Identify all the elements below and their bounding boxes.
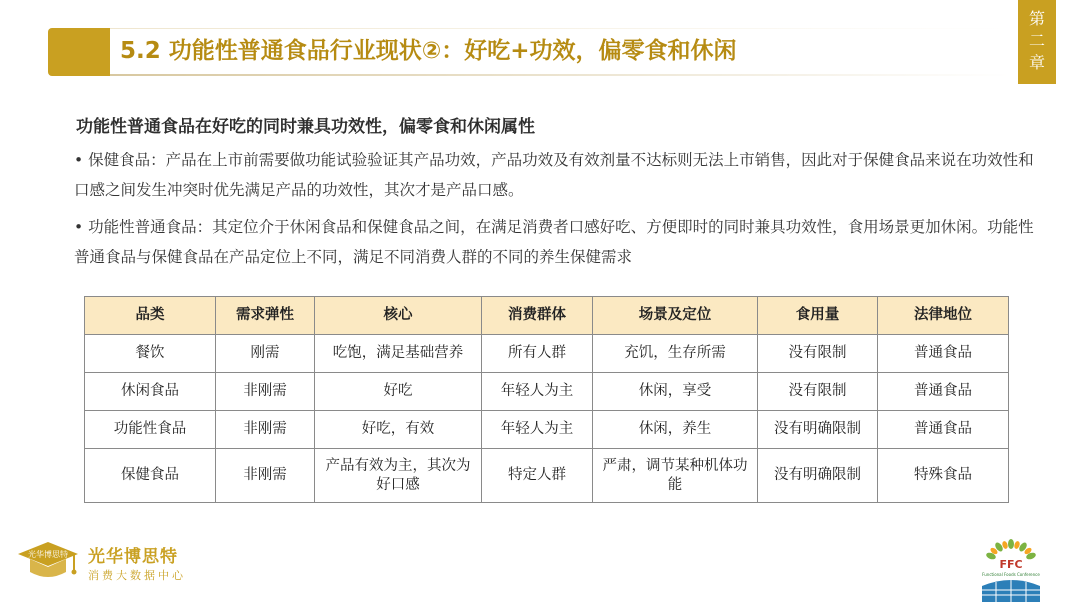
ffc-logo-icon (976, 538, 1046, 604)
table-cell: 充饥，生存所需 (593, 335, 758, 373)
comparison-table (84, 296, 1009, 503)
table-cell: 年轻人为主 (482, 411, 593, 449)
slide-title-bar (48, 22, 1008, 78)
table-cell: 刚需 (216, 335, 315, 373)
column-header: 核心 (315, 297, 482, 335)
table-cell: 非刚需 (216, 411, 315, 449)
table-cell: 功能性食品 (85, 411, 216, 449)
column-header: 品类 (85, 297, 216, 335)
table-cell: 年轻人为主 (482, 373, 593, 411)
table-cell: 特殊食品 (878, 449, 1009, 503)
chapter-char: 二 (1028, 31, 1045, 50)
table-cell: 好吃，有效 (315, 411, 482, 449)
column-header: 消费群体 (482, 297, 593, 335)
table-cell: 特定人群 (482, 449, 593, 503)
ffc-logo-subtext: Functional Foods Conference (982, 572, 1040, 577)
column-header: 场景及定位 (593, 297, 758, 335)
table-cell: 吃饱，满足基础营养 (315, 335, 482, 373)
section-subtitle: 功能性普通食品在好吃的同时兼具功效性，偏零食和休闲属性 (76, 117, 535, 137)
title-accent-block (48, 28, 110, 76)
chapter-tab (1018, 0, 1056, 84)
column-header: 法律地位 (878, 297, 1009, 335)
graduation-cap-emblem-icon (16, 540, 80, 586)
table-cell: 好吃 (315, 373, 482, 411)
table-cell: 普通食品 (878, 335, 1009, 373)
chapter-char: 第 (1028, 9, 1045, 28)
title-bottom-divider (110, 74, 1010, 76)
table-cell: 所有人群 (482, 335, 593, 373)
brand-subtitle: 消费大数据中心 (88, 569, 186, 582)
table-cell: 没有限制 (758, 335, 878, 373)
emblem-text: 光华博思特 (28, 550, 68, 559)
brand-logo (16, 538, 206, 588)
table-header-row (85, 297, 1009, 335)
table-cell: 休闲，享受 (593, 373, 758, 411)
table-cell: 休闲，养生 (593, 411, 758, 449)
table-cell: 没有明确限制 (758, 411, 878, 449)
table-cell: 保健食品 (85, 449, 216, 503)
table-cell: 休闲食品 (85, 373, 216, 411)
column-header: 需求弹性 (216, 297, 315, 335)
table-cell: 餐饮 (85, 335, 216, 373)
column-header: 食用量 (758, 297, 878, 335)
bullet-health-food: • 保健食品：产品在上市前需要做功能试验验证其产品功效，产品功效及有效剂量不达标则无法上市销售，因此对于保健食品来说在功效性和口感之间发生冲突时优先满足产品的功效性，其次才是产品口感。 (74, 151, 1034, 199)
table-cell: 严肃，调节某种机体功能 (593, 449, 758, 503)
table-cell: 普通食品 (878, 373, 1009, 411)
table-cell: 没有限制 (758, 373, 878, 411)
bullet-functional-food: • 功能性普通食品：其定位介于休闲食品和保健食品之间，在满足消费者口感好吃、方便即时的同时兼具功效性，食用场景更加休闲。功能性普通食品与保健食品在产品定位上不同，满足不同消费人群的不同的养生保健需求 (74, 218, 1034, 266)
slide-title: 5.2 功能性普通食品行业现状②：好吃+功效，偏零食和休闲 (120, 38, 737, 64)
table-row (85, 411, 1009, 449)
ffc-logo-text: FFC (999, 558, 1023, 571)
table-cell: 没有明确限制 (758, 449, 878, 503)
table-row (85, 449, 1009, 503)
table-cell: 非刚需 (216, 449, 315, 503)
table-cell: 产品有效为主，其次为好口感 (315, 449, 482, 503)
brand-name: 光华博思特 (88, 547, 178, 567)
table-cell: 普通食品 (878, 411, 1009, 449)
table-row (85, 335, 1009, 373)
chapter-char: 章 (1028, 53, 1045, 72)
title-top-divider (110, 28, 1010, 29)
table-row (85, 373, 1009, 411)
table-cell: 非刚需 (216, 373, 315, 411)
